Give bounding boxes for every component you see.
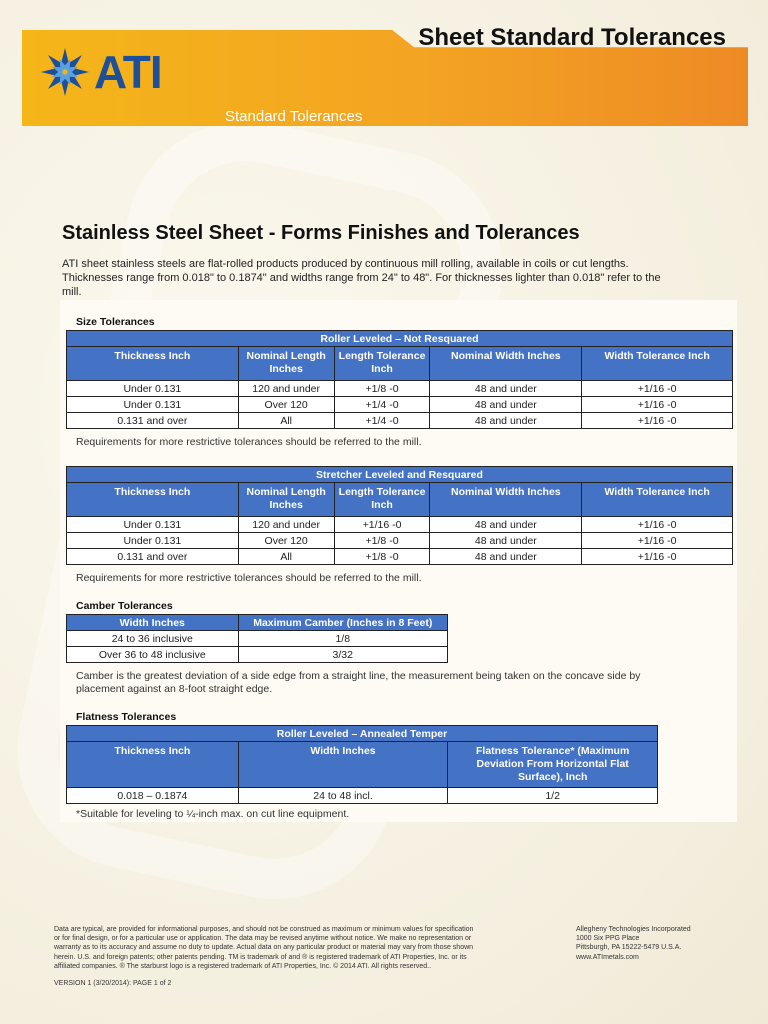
table-cell: +1/16 -0	[582, 413, 733, 429]
table-cell: 24 to 36 inclusive	[67, 631, 239, 647]
table-cell: +1/16 -0	[582, 397, 733, 413]
ati-logo	[40, 47, 162, 97]
disclaimer-line: warranty as to its accuracy and assume no duty to update. Actual data on any particular product or material may vary from those shown	[54, 944, 474, 952]
table-cell: 1/2	[448, 788, 658, 804]
footer-disclaimer	[54, 925, 524, 971]
table-row	[67, 533, 733, 549]
table-cell: Under 0.131	[67, 533, 239, 549]
table-row	[67, 381, 733, 397]
table-caption: Roller Leveled – Annealed Temper	[67, 726, 658, 742]
table-cell: 48 and under	[430, 381, 582, 397]
disclaimer-line: affiliated companies. ® The starburst logo is a registered trademark of ATI Properties, Inc. © 2014 ATI. All rights reserved..	[54, 962, 432, 970]
footer-address	[576, 925, 746, 962]
table-row	[67, 631, 448, 647]
table-cell: 1/8	[238, 631, 447, 647]
page-title: Sheet Standard Tolerances	[418, 24, 726, 51]
table-caption: Stretcher Leveled and Resquared	[67, 467, 733, 483]
column-header: Nominal Width Inches	[430, 483, 582, 517]
column-header: Nominal Length Inches	[238, 483, 334, 517]
column-header: Flatness Tolerance* (Maximum Deviation From Horizontal Flat Surface), Inch	[448, 742, 658, 788]
flatness-note: *Suitable for leveling to ¼-inch max. on cut line equipment.	[76, 808, 350, 820]
stretcher-leveled-table	[66, 466, 733, 565]
table-row	[67, 397, 733, 413]
camber-note: Camber is the greatest deviation of a side edge from a straight line, the measurement being taken on the concave side by placement against an 8-foot straight edge.	[76, 670, 641, 695]
table-cell: 48 and under	[430, 397, 582, 413]
address-line: Pittsburgh, PA 15222-5479 U.S.A.	[576, 944, 682, 952]
table-row	[67, 413, 733, 429]
table-cell: 48 and under	[430, 413, 582, 429]
column-header: Width Inches	[67, 615, 239, 631]
column-header: Nominal Width Inches	[430, 347, 582, 381]
table-cell: +1/16 -0	[582, 549, 733, 565]
table-cell: +1/16 -0	[582, 381, 733, 397]
table-cell: Over 36 to 48 inclusive	[67, 647, 239, 663]
website-link[interactable]: www.ATImetals.com	[576, 953, 639, 961]
section-subtitle: Standard Tolerances	[225, 108, 363, 125]
table-cell: +1/16 -0	[582, 533, 733, 549]
table-cell: +1/16 -0	[582, 517, 733, 533]
table-cell: 24 to 48 incl.	[238, 788, 448, 804]
disclaimer-line: herein. U.S. and foreign patents; other patents pending. TM is trademark of and ® is registered trademark of ATI Properties, Inc. or its	[54, 953, 467, 961]
table-cell: All	[238, 413, 334, 429]
column-header: Length Tolerance Inch	[334, 347, 430, 381]
address-line: Allegheny Technologies Incorporated	[576, 926, 691, 933]
intro-paragraph: ATI sheet stainless steels are flat-rolled products produced by continuous mill rolling, available in coils or cut lengths. Thicknesses range from 0.018" to 0.1874" and widths range from 24" to 48". For thicknesses lighter than 0.018" refer to the mill.	[62, 258, 661, 298]
column-header: Width Inches	[238, 742, 448, 788]
table-cell: 48 and under	[430, 533, 582, 549]
camber-tolerances-label: Camber Tolerances	[76, 600, 173, 612]
column-header: Thickness Inch	[67, 483, 239, 517]
starburst-logo-icon	[40, 47, 90, 97]
table-cell: 120 and under	[238, 517, 334, 533]
address-line: 1000 Six PPG Place	[576, 935, 640, 943]
table-cell: +1/8 -0	[334, 533, 430, 549]
disclaimer-line: or for final design, or for a particular use or application. The data may be revised anytime without notice. We make no representation or	[54, 935, 472, 943]
column-header: Length Tolerance Inch	[334, 483, 430, 517]
table-cell: Over 120	[238, 397, 334, 413]
table-note: Requirements for more restrictive tolerances should be referred to the mill.	[76, 436, 422, 448]
logo-wordmark: ATI	[94, 46, 162, 98]
table-cell: 0.131 and over	[67, 549, 239, 565]
camber-table	[66, 614, 448, 663]
table-cell: +1/4 -0	[334, 397, 430, 413]
column-header: Nominal Length Inches	[238, 347, 334, 381]
table-cell: Under 0.131	[67, 381, 239, 397]
table-cell: 0.131 and over	[67, 413, 239, 429]
table-cell: +1/8 -0	[334, 381, 430, 397]
table-cell: All	[238, 549, 334, 565]
table-cell: 3/32	[238, 647, 447, 663]
table-row	[67, 788, 658, 804]
table-row	[67, 549, 733, 565]
disclaimer-line: Data are typical, are provided for informational purposes, and should not be construed as maximum or minimum values for specification	[54, 926, 474, 933]
column-header: Width Tolerance Inch	[582, 347, 733, 381]
table-cell: +1/16 -0	[334, 517, 430, 533]
table-row	[67, 517, 733, 533]
table-cell: 48 and under	[430, 549, 582, 565]
column-header: Thickness Inch	[67, 742, 239, 788]
flatness-table	[66, 725, 658, 804]
table-cell: 120 and under	[238, 381, 334, 397]
table-cell: 0.018 – 0.1874	[67, 788, 239, 804]
document-title: Stainless Steel Sheet - Forms Finishes and Tolerances	[62, 222, 580, 244]
table-cell: +1/4 -0	[334, 413, 430, 429]
column-header: Maximum Camber (Inches in 8 Feet)	[238, 615, 447, 631]
table-cell: Under 0.131	[67, 517, 239, 533]
column-header: Thickness Inch	[67, 347, 239, 381]
table-caption: Roller Leveled – Not Resquared	[67, 331, 733, 347]
table-note: Requirements for more restrictive tolerances should be referred to the mill.	[76, 572, 422, 584]
flatness-tolerances-label: Flatness Tolerances	[76, 711, 177, 723]
column-header: Width Tolerance Inch	[582, 483, 733, 517]
table-cell: Over 120	[238, 533, 334, 549]
table-cell: +1/8 -0	[334, 549, 430, 565]
table-row	[67, 647, 448, 663]
table-cell: 48 and under	[430, 517, 582, 533]
table-cell: Under 0.131	[67, 397, 239, 413]
size-tolerances-label: Size Tolerances	[76, 316, 155, 328]
version-label: VERSION 1 (3/20/2014): PAGE 1 of 2	[54, 980, 172, 987]
roller-leveled-table	[66, 330, 733, 429]
